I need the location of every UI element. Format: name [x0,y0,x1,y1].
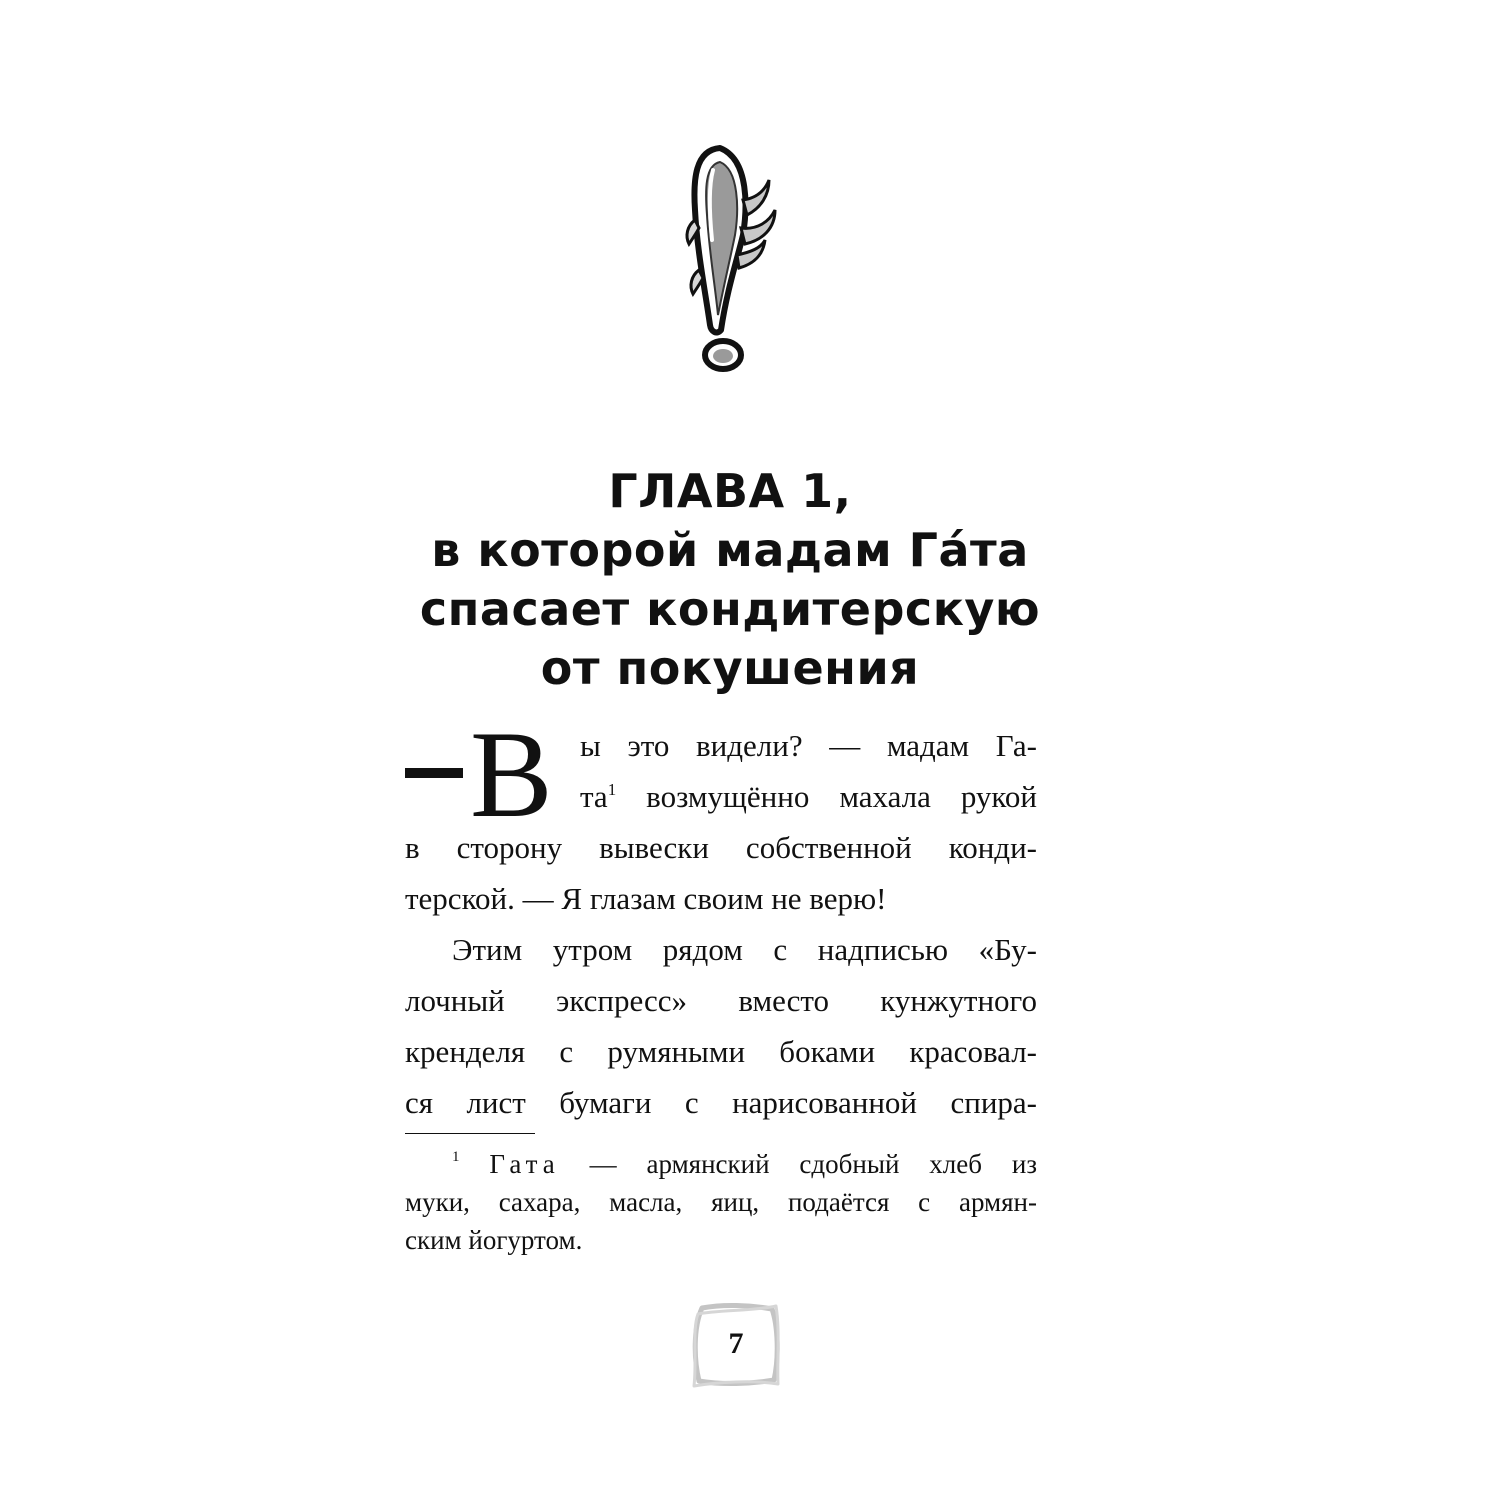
footnote-line: ским йогуртом. [405,1225,583,1255]
footnote-divider [405,1133,535,1134]
footnote-text: — армянский сдобный хлеб из [559,1149,1037,1179]
footnote-line: муки, сахара, масла, яиц, подаётся с армян- [405,1187,1037,1217]
page-number-box [688,1300,784,1388]
footnote-reference: 1 [607,780,617,799]
body-text: та [580,779,608,814]
body-line: Этим утром рядом с надписью «Бу- [452,932,1037,967]
footnote-term: Гата [489,1149,560,1179]
chapter-heading [300,462,1160,698]
body-line: лочный экспресс» вместо кунжутного [405,983,1037,1018]
chapter-subtitle-line: от покушения [540,641,920,695]
body-line: кренделя с румяными боками красовал- [405,1034,1037,1069]
body-line: в сторону вывески собственной конди- [405,830,1037,865]
dropcap-dash [405,768,463,778]
footnote-marker: 1 [452,1149,460,1165]
body-line: ы это видели? — мадам Га- [580,728,1037,763]
footnote-line [452,1145,1037,1183]
page-number: 7 [728,1327,744,1360]
body-line [580,779,1037,830]
body-text: возмущённо махала рукой [616,779,1037,814]
body-line: ся лист бумаги с нарисованной спира- [405,1085,1037,1120]
chapter-title: ГЛАВА 1, [608,464,852,518]
body-line: терской. — Я глазам своим не верю! [405,881,887,916]
chapter-subtitle-line: спасает кондитерскую [419,582,1041,636]
exclamation-mark-ornament-icon [665,140,785,375]
chapter-subtitle-line: в которой мадам Га́та [431,523,1029,577]
dropcap-letter: В [470,706,553,843]
